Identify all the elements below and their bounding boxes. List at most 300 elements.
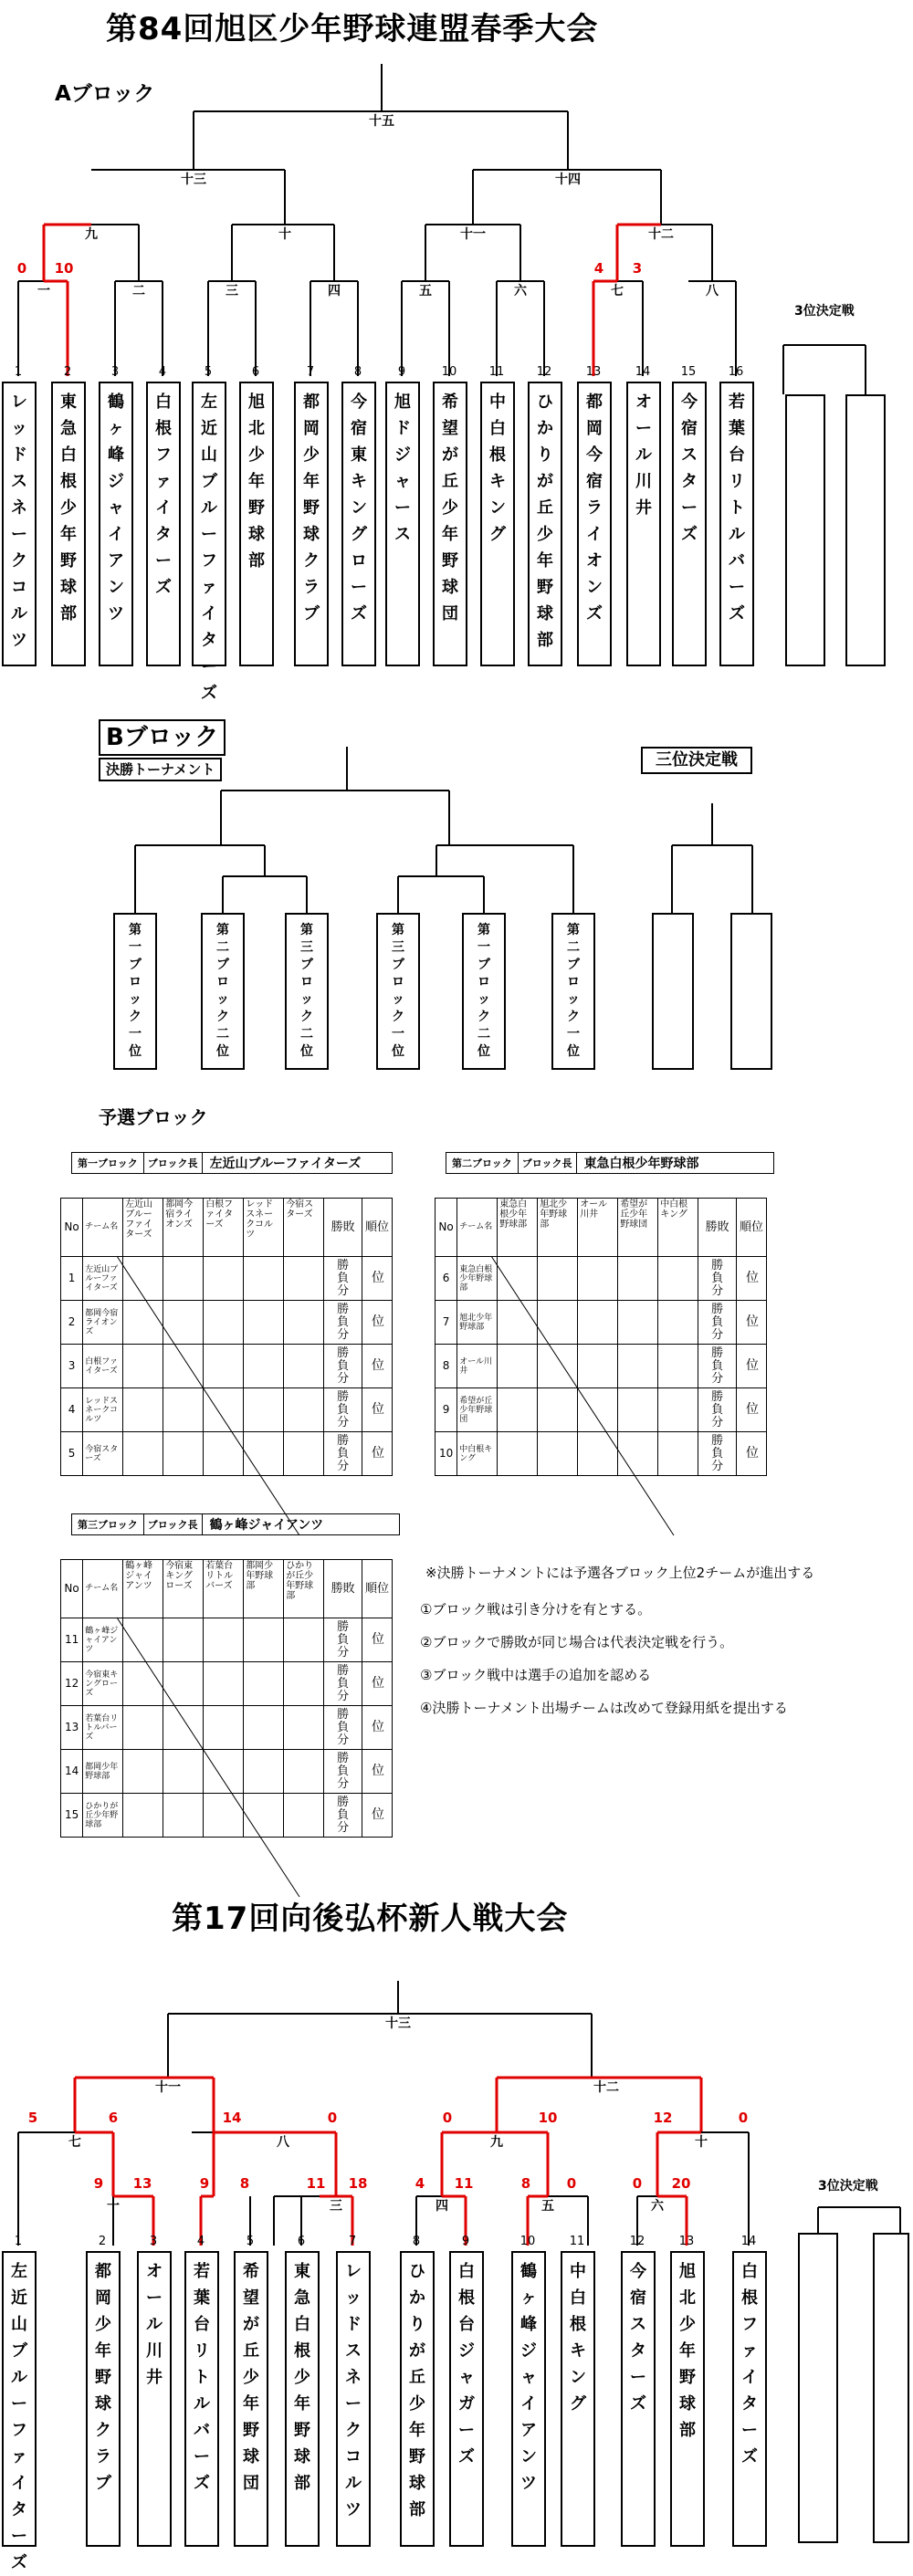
team-name-char: か xyxy=(537,419,553,438)
team-name-char: 岡 xyxy=(586,419,603,438)
team-name-char: 年 xyxy=(243,2394,259,2414)
c-score-m5-right: 0 xyxy=(566,2175,577,2192)
team-name-char: ド xyxy=(11,445,27,465)
b-final-tournament-label: 決勝トーナメント xyxy=(99,758,222,781)
team-name-char: ヶ xyxy=(520,2288,537,2308)
c-team-box xyxy=(732,2251,767,2547)
wl-char: 負 xyxy=(337,1271,350,1285)
col-opponent: 東急白根少年野球部 xyxy=(498,1199,538,1257)
wl-char: 勝 xyxy=(337,1302,350,1316)
team-name-char: ブ xyxy=(300,958,313,972)
a-team-number: 16 xyxy=(728,365,744,379)
team-name-char: ッ xyxy=(345,2288,362,2308)
team-name-char: ズ xyxy=(729,604,745,623)
row-rank: 位 xyxy=(362,1794,392,1838)
c-round-final: 十三 xyxy=(385,2016,411,2031)
team-name-char: 部 xyxy=(60,604,77,623)
team-name-char: ネ xyxy=(345,2368,362,2387)
team-name-char: 一 xyxy=(477,940,490,955)
row-rank: 位 xyxy=(362,1388,392,1432)
c-score-m4-left: 4 xyxy=(415,2175,425,2192)
team-name-char: 都 xyxy=(95,2262,111,2281)
team-name-char: 左 xyxy=(201,393,217,412)
c-team-number: 10 xyxy=(519,2235,536,2248)
team-name-char: イ xyxy=(155,498,172,518)
team-name-char: レ xyxy=(345,2262,362,2281)
team-name-char: 鶴 xyxy=(520,2262,537,2281)
wl-char: 負 xyxy=(337,1807,350,1822)
c-team-number: 2 xyxy=(98,2235,107,2248)
team-name-char: ブ xyxy=(392,958,404,972)
team-name-char: 宿 xyxy=(681,419,698,438)
c-team-number: 11 xyxy=(569,2235,585,2248)
team-name-char: 今 xyxy=(630,2262,646,2281)
col-opponent: 中白根キング xyxy=(658,1199,698,1257)
team-name-char: 山 xyxy=(201,445,217,465)
a-team-number: 9 xyxy=(397,365,406,379)
wl-char: 勝 xyxy=(337,1389,350,1404)
team-name-char: ー xyxy=(146,2288,163,2308)
b-third-place-label: 三位決定戦 xyxy=(641,747,752,774)
row-rank: 位 xyxy=(362,1662,392,1706)
row-rank: 位 xyxy=(736,1388,766,1432)
col-wl: 勝敗 xyxy=(324,1199,362,1257)
row-rank: 位 xyxy=(736,1301,766,1345)
team-name-char: ラ xyxy=(586,498,603,518)
wl-char: 負 xyxy=(337,1720,350,1734)
col-opponent: 今宿スターズ xyxy=(284,1199,324,1257)
team-name-char: ジ xyxy=(394,445,411,465)
team-name-char: 東 xyxy=(60,393,77,412)
prelim-label: 予選ブロック xyxy=(99,1106,208,1128)
row-team: オール川井 xyxy=(457,1345,498,1388)
team-name-char: タ xyxy=(630,2341,646,2361)
team-name-char: 都 xyxy=(586,393,603,412)
team-name-char: 少 xyxy=(679,2315,696,2334)
team-name-char: 希 xyxy=(243,2262,259,2281)
a-round-final: 十五 xyxy=(369,114,394,129)
a-round-r5: 五 xyxy=(419,284,432,298)
wl-char: 勝 xyxy=(711,1302,724,1316)
team-name-char: ル xyxy=(201,498,217,518)
team-name-char: 二 xyxy=(567,940,580,955)
team-name-char: ガ xyxy=(458,2394,475,2414)
c-team-box xyxy=(449,2251,484,2547)
team-name-char: 若 xyxy=(194,2262,210,2281)
team-name-char: ト xyxy=(729,498,745,518)
team-name-char: ひ xyxy=(409,2262,425,2281)
wl-char: 負 xyxy=(711,1358,724,1373)
a-team-number: 6 xyxy=(251,365,260,379)
c-round-r6: 六 xyxy=(651,2199,664,2214)
team-name-char: ッ xyxy=(477,992,490,1007)
team-name-char: 根 xyxy=(741,2288,758,2308)
team-name-char: 峰 xyxy=(108,445,124,465)
team-name-char: 都 xyxy=(303,393,320,412)
team-name-char: 二 xyxy=(300,1027,313,1042)
team-name-char: 三 xyxy=(392,940,404,955)
team-name-char: ク xyxy=(477,1010,490,1024)
team-name-char: イ xyxy=(741,2368,758,2387)
c-score-top-8: 0 xyxy=(738,2110,749,2126)
team-name-char: 部 xyxy=(248,551,265,571)
row-rank: 位 xyxy=(362,1301,392,1345)
team-name-char: 部 xyxy=(537,631,553,650)
c-score-m6-right: 20 xyxy=(671,2175,691,2192)
team-name-char: 峰 xyxy=(520,2315,537,2334)
team-name-char: 希 xyxy=(442,393,458,412)
team-name-char: 団 xyxy=(442,604,458,623)
team-name-char: ブ xyxy=(201,472,217,491)
c-score-top-1: 5 xyxy=(27,2110,38,2126)
row-no: 5 xyxy=(61,1432,83,1476)
c-round-semi-right: 十二 xyxy=(593,2080,619,2095)
col-team: チーム名 xyxy=(457,1199,498,1257)
team-name-char: レ xyxy=(11,393,27,412)
team-name-char: 根 xyxy=(60,472,77,491)
c-score-m3-1: 9 xyxy=(199,2175,210,2192)
note-line: ①ブロック戦は引き分けを有とする。 xyxy=(420,1601,652,1618)
team-name-char: 根 xyxy=(294,2341,310,2361)
team-name-char: 第 xyxy=(567,923,580,937)
team-name-char: ク xyxy=(129,1010,142,1024)
team-name-char: ク xyxy=(392,1010,404,1024)
col-no: No xyxy=(61,1560,83,1618)
team-name-char: ブ xyxy=(216,958,229,972)
a-team-number: 10 xyxy=(441,365,457,379)
col-rank: 順位 xyxy=(362,1560,392,1618)
wl-char: 分 xyxy=(337,1820,350,1835)
wl-char: 分 xyxy=(337,1327,350,1342)
team-name-char: 川 xyxy=(146,2341,163,2361)
team-name-char: 丘 xyxy=(442,472,458,491)
team-name-char: ッ xyxy=(11,419,27,438)
team-name-char: が xyxy=(243,2315,259,2334)
c-round-r1: 一 xyxy=(107,2199,120,2214)
team-name-char: 第 xyxy=(477,923,490,937)
team-name-char: 鶴 xyxy=(108,393,124,412)
team-name-char: ス xyxy=(681,445,698,465)
team-name-char: ク xyxy=(95,2421,111,2440)
team-name-char: 第 xyxy=(129,923,142,937)
c-team-box xyxy=(234,2251,268,2547)
team-name-char: 白 xyxy=(294,2315,310,2334)
c-team-number: 14 xyxy=(740,2235,757,2248)
team-name-char: ア xyxy=(108,551,124,571)
a-team-number: 12 xyxy=(536,365,552,379)
team-name-char: 第 xyxy=(392,923,404,937)
team-name-char: り xyxy=(409,2315,425,2334)
team-name-char: ク xyxy=(567,1010,580,1024)
team-name-char: ッ xyxy=(300,992,313,1007)
c-score-top-3: 14 xyxy=(222,2110,242,2126)
team-name-char: ス xyxy=(630,2315,646,2334)
team-name-char: ツ xyxy=(345,2500,362,2519)
c-team-box xyxy=(511,2251,546,2547)
team-name-char: ー xyxy=(155,551,172,571)
team-name-char: ー xyxy=(729,578,745,597)
team-name-char: ン xyxy=(586,578,603,597)
team-name-char: 球 xyxy=(537,604,553,623)
wl-char: 分 xyxy=(711,1283,724,1298)
team-name-char: イ xyxy=(586,525,603,544)
team-name-char: 少 xyxy=(95,2315,111,2334)
team-name-char: ァ xyxy=(741,2341,758,2361)
row-no: 13 xyxy=(61,1706,83,1750)
col-team: チーム名 xyxy=(83,1199,123,1257)
c-third-slot-2 xyxy=(873,2233,909,2543)
col-opponent: 白根ファイターズ xyxy=(204,1199,244,1257)
col-opponent: 今宿東キングローズ xyxy=(163,1560,204,1618)
row-no: 4 xyxy=(61,1388,83,1432)
prelim-block-name: 第二ブロック xyxy=(446,1153,519,1173)
c-team-number: 8 xyxy=(412,2235,421,2248)
team-name-char: 急 xyxy=(294,2288,310,2308)
team-name-char: が xyxy=(537,472,553,491)
team-name-char: ャ xyxy=(520,2368,537,2387)
team-name-char: フ xyxy=(201,551,217,571)
row-rank: 位 xyxy=(362,1706,392,1750)
team-name-char: イ xyxy=(201,604,217,623)
a-round-q4: 十二 xyxy=(648,227,674,242)
a-score-m7-left: 4 xyxy=(593,260,604,277)
row-team: 旭北少年野球部 xyxy=(457,1301,498,1345)
team-name-char: 白 xyxy=(489,419,506,438)
team-name-char: 野 xyxy=(409,2447,425,2466)
team-name-char: 球 xyxy=(409,2474,425,2493)
team-name-char: バ xyxy=(729,551,745,571)
team-name-char: 第 xyxy=(300,923,313,937)
wl-char: 勝 xyxy=(337,1663,350,1678)
wl-char: 勝 xyxy=(337,1258,350,1272)
team-name-char: 球 xyxy=(95,2394,111,2414)
wl-char: 分 xyxy=(711,1327,724,1342)
team-name-char: 旭 xyxy=(248,393,265,412)
team-name-char: 一 xyxy=(392,1027,404,1042)
team-name-char: フ xyxy=(11,2421,27,2440)
main-title: 第84回旭区少年野球連盟春季大会 xyxy=(106,11,599,47)
team-name-char: フ xyxy=(741,2315,758,2334)
team-name-char: ー xyxy=(351,578,367,597)
team-name-char: 左 xyxy=(11,2262,27,2281)
team-name-char: 岡 xyxy=(303,419,320,438)
team-name-char: ロ xyxy=(392,975,404,990)
team-name-char: ー xyxy=(630,2368,646,2387)
team-name-char: ズ xyxy=(741,2447,758,2466)
c-score-m3-3: 11 xyxy=(306,2175,326,2192)
team-name-char: 白 xyxy=(458,2262,475,2281)
team-name-char: ジ xyxy=(108,472,124,491)
row-no: 1 xyxy=(61,1257,83,1301)
prelim-block-name: 第一ブロック xyxy=(72,1153,144,1173)
team-name-char: ク xyxy=(303,551,320,571)
row-team: 若葉台リトルバーズ xyxy=(83,1706,123,1750)
team-name-char: コ xyxy=(345,2447,362,2466)
team-name-char: 位 xyxy=(129,1044,142,1059)
team-name-char: 野 xyxy=(243,2421,259,2440)
team-name-char: ー xyxy=(681,498,698,518)
wl-char: 勝 xyxy=(711,1389,724,1404)
team-name-char: 根 xyxy=(458,2288,475,2308)
team-name-char: ル xyxy=(729,525,745,544)
a-team-number: 5 xyxy=(204,365,213,379)
team-name-char: ブ xyxy=(477,958,490,972)
c-round-r8: 八 xyxy=(277,2135,289,2150)
team-name-char: 近 xyxy=(201,419,217,438)
wl-char: 分 xyxy=(337,1283,350,1298)
team-name-char: 球 xyxy=(442,578,458,597)
team-name-char: ブ xyxy=(11,2341,27,2361)
second-title: 第17回向後弘杯新人戦大会 xyxy=(172,1901,569,1937)
a-score-m1-left: 0 xyxy=(16,260,27,277)
team-name-char: 年 xyxy=(409,2421,425,2440)
team-name-char: 野 xyxy=(442,551,458,571)
team-name-char: 中 xyxy=(489,393,506,412)
a-round-r8: 八 xyxy=(706,284,719,298)
c-team-number: 5 xyxy=(246,2235,255,2248)
a-team-number: 3 xyxy=(110,365,120,379)
c-team-box xyxy=(184,2251,219,2547)
team-name-char: ロ xyxy=(129,975,142,990)
c-score-top-5: 0 xyxy=(442,2110,453,2126)
team-name-char: 台 xyxy=(194,2315,210,2334)
team-name-char: ド xyxy=(394,419,411,438)
team-name-char: ロ xyxy=(351,551,367,571)
team-name-char: ャ xyxy=(108,498,124,518)
team-name-char: ズ xyxy=(155,578,172,597)
team-name-char: ズ xyxy=(11,2553,27,2572)
team-name-char: ク xyxy=(11,551,27,571)
prelim-block-leader-label: ブロック長 xyxy=(519,1153,577,1173)
a-round-r4: 四 xyxy=(328,284,341,298)
team-name-char: キ xyxy=(351,472,367,491)
team-name-char: ル xyxy=(194,2394,210,2414)
c-score-m5-left: 8 xyxy=(520,2175,531,2192)
team-name-char: グ xyxy=(351,525,367,544)
team-name-char: 根 xyxy=(570,2315,586,2334)
b-block-label: Bブロック xyxy=(99,719,226,756)
col-team: チーム名 xyxy=(83,1560,123,1618)
c-team-box xyxy=(400,2251,435,2547)
wl-char: 負 xyxy=(711,1402,724,1417)
team-name-char: イ xyxy=(108,525,124,544)
team-name-char: ズ xyxy=(458,2447,475,2466)
team-name-char: 台 xyxy=(458,2315,475,2334)
team-name-char: ー xyxy=(194,2447,210,2466)
team-name-char: ひ xyxy=(537,393,553,412)
a-round-semi-left: 十三 xyxy=(181,173,206,187)
a-round-q3: 十一 xyxy=(460,227,486,242)
team-name-char: 野 xyxy=(303,498,320,518)
c-team-box xyxy=(336,2251,371,2547)
team-name-char: ジ xyxy=(520,2341,537,2361)
team-name-char: ズ xyxy=(681,525,698,544)
row-team: レッドスネークコルツ xyxy=(83,1388,123,1432)
col-rank: 順位 xyxy=(362,1199,392,1257)
col-opponent: ひかりが丘少年野球部 xyxy=(284,1560,324,1618)
col-no: No xyxy=(436,1199,457,1257)
row-rank: 位 xyxy=(362,1618,392,1662)
a-block-label: Aブロック xyxy=(55,82,155,106)
team-name-char: ル xyxy=(146,2315,163,2334)
c-team-number: 7 xyxy=(348,2235,357,2248)
wl-char: 分 xyxy=(337,1645,350,1660)
team-name-char: ン xyxy=(520,2447,537,2466)
row-no: 7 xyxy=(436,1301,457,1345)
team-name-char: 二 xyxy=(477,1027,490,1042)
team-name-char: 球 xyxy=(60,578,77,597)
team-name-char: が xyxy=(442,445,458,465)
team-name-char: ー xyxy=(11,2394,27,2414)
team-name-char: ブ xyxy=(303,604,320,623)
c-score-m6-left: 0 xyxy=(632,2175,643,2192)
team-name-char: 少 xyxy=(60,498,77,518)
team-name-char: 白 xyxy=(570,2288,586,2308)
team-name-char: 少 xyxy=(409,2394,425,2414)
team-name-char: 球 xyxy=(248,525,265,544)
team-name-char: ル xyxy=(11,2368,27,2387)
c-round-r5: 五 xyxy=(541,2199,554,2214)
a-round-q2: 十 xyxy=(278,227,291,242)
wl-char: 負 xyxy=(711,1314,724,1329)
c-team-box xyxy=(2,2251,37,2572)
team-name-char: ト xyxy=(194,2368,210,2387)
row-no: 15 xyxy=(61,1794,83,1838)
row-team: 都岡今宿ライオンズ xyxy=(83,1301,123,1345)
team-name-char: ャ xyxy=(394,472,411,491)
row-no: 10 xyxy=(436,1432,457,1476)
team-name-char: 丘 xyxy=(409,2368,425,2387)
team-name-char: 若 xyxy=(729,393,745,412)
team-name-char: 少 xyxy=(294,2368,310,2387)
team-name-char: ジ xyxy=(458,2341,475,2361)
team-name-char: ッ xyxy=(216,992,229,1007)
wl-char: 勝 xyxy=(337,1346,350,1360)
team-name-char: 宿 xyxy=(586,472,603,491)
wl-char: 勝 xyxy=(337,1433,350,1448)
team-name-char: ブ xyxy=(95,2474,111,2493)
row-rank: 位 xyxy=(362,1750,392,1794)
team-name-char: ネ xyxy=(11,498,27,518)
team-name-char: ヶ xyxy=(108,419,124,438)
team-name-char: 台 xyxy=(729,445,745,465)
team-name-char: 北 xyxy=(679,2288,696,2308)
team-name-char: 野 xyxy=(537,578,553,597)
a-round-r1: 一 xyxy=(37,284,50,298)
a-score-m7-right: 3 xyxy=(632,260,643,277)
team-name-char: ァ xyxy=(155,472,172,491)
a-round-q1: 九 xyxy=(85,227,98,242)
team-name-char: 望 xyxy=(243,2288,259,2308)
team-name-char: ク xyxy=(216,1010,229,1024)
a-round-r7: 七 xyxy=(611,284,624,298)
row-team: 白根ファイターズ xyxy=(83,1345,123,1388)
team-name-char: ス xyxy=(394,525,411,544)
team-name-char: ス xyxy=(345,2341,362,2361)
team-name-char: キ xyxy=(570,2341,586,2361)
team-name-char: 東 xyxy=(351,445,367,465)
team-name-char: 年 xyxy=(294,2394,310,2414)
note-line: ②ブロックで勝敗が同じ場合は代表決定戦を行う。 xyxy=(420,1634,734,1650)
team-name-char: ラ xyxy=(303,578,320,597)
team-name-char: タ xyxy=(741,2394,758,2414)
c-score-top-6: 10 xyxy=(538,2110,558,2126)
c-team-number: 1 xyxy=(14,2235,23,2248)
row-team: 中白根キング xyxy=(457,1432,498,1476)
team-name-char: 野 xyxy=(60,551,77,571)
wl-char: 負 xyxy=(337,1632,350,1647)
team-name-char: 少 xyxy=(243,2368,259,2387)
